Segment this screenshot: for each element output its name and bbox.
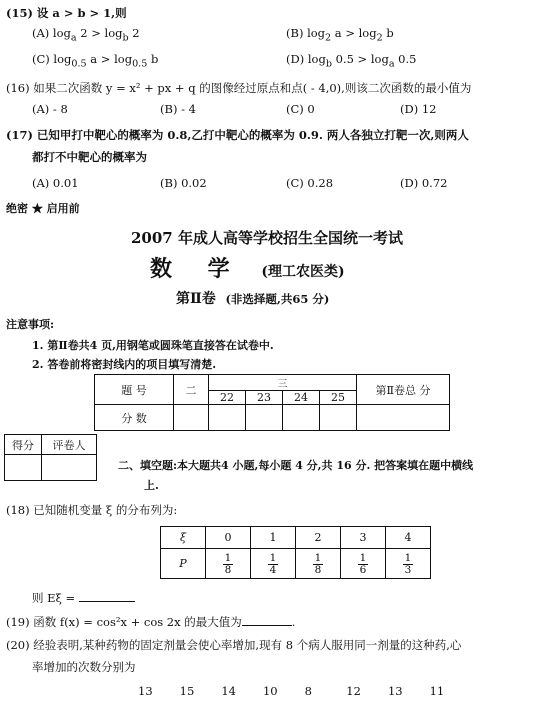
q15-option-b[interactable]: (B) $\log_2 a > \log_2 b$ bbox=[286, 26, 394, 44]
q15-option-c[interactable]: (C) $\log_{0.5} a > \log_{0.5} b$ bbox=[32, 52, 159, 70]
score-table-sub-22: 22 bbox=[209, 391, 246, 405]
score-cell-24[interactable] bbox=[283, 405, 320, 431]
q20-value: 8 bbox=[304, 684, 312, 698]
q20-value: 15 bbox=[179, 684, 195, 698]
score-cell-2[interactable] bbox=[174, 405, 209, 431]
q16-option-d[interactable]: (D) 12 bbox=[400, 102, 437, 116]
q18-answer-blank[interactable] bbox=[79, 590, 135, 602]
q20-value: 12 bbox=[346, 684, 361, 698]
section2-line2: 上. bbox=[144, 479, 159, 492]
q18-p-2: $\frac{1}{8}$ bbox=[296, 549, 341, 579]
q18-stem: (18) 已知随机变量 ξ 的分布列为: bbox=[6, 503, 178, 517]
grader-box-score-cell[interactable] bbox=[5, 455, 42, 481]
q17-stem-line2: 都打不中靶心的概率为 bbox=[32, 150, 147, 164]
score-cell-22[interactable] bbox=[209, 405, 246, 431]
q20-value: 13 bbox=[387, 684, 403, 698]
grader-box-grader-cell[interactable] bbox=[42, 455, 97, 481]
q18-xi-4: 4 bbox=[386, 527, 431, 549]
volume-title: 第Ⅱ卷 bbox=[176, 291, 216, 307]
score-table-sub-25: 25 bbox=[320, 391, 357, 405]
q20-values bbox=[138, 684, 460, 698]
score-cell-23[interactable] bbox=[246, 405, 283, 431]
q17-option-d[interactable]: (D) 0.72 bbox=[400, 176, 448, 190]
grader-box-score-label: 得分 bbox=[5, 435, 42, 455]
score-table-tihao: 题 号 bbox=[95, 375, 174, 405]
q18-answer-line bbox=[32, 590, 135, 606]
exam-title: 2007 年成人高等学校招生全国统一考试 bbox=[131, 229, 403, 247]
score-table-fenshu: 分 数 bbox=[95, 405, 174, 431]
q19-stem: (19) 函数 f(x) = cos²x + cos 2x 的最大值为 bbox=[6, 615, 242, 629]
q18-p-4: $\frac{1}{3}$ bbox=[386, 549, 431, 579]
q16-stem: (16) 如果二次函数 y = x² + px + q 的图像经过原点和点( - 4,0),则该二次函数的最小值为 bbox=[6, 81, 472, 95]
q18-p-1: $\frac{1}{4}$ bbox=[251, 549, 296, 579]
q18-xi-1: 1 bbox=[251, 527, 296, 549]
q19-answer-blank[interactable] bbox=[242, 614, 292, 626]
q18-p-3: $\frac{1}{6}$ bbox=[341, 549, 386, 579]
q20-value: 14 bbox=[221, 684, 236, 698]
q20-value: 13 bbox=[138, 684, 153, 698]
q16-option-c[interactable]: (C) 0 bbox=[286, 102, 315, 116]
score-table-sub-24: 24 bbox=[283, 391, 320, 405]
q20-stem-line1: (20) 经验表明,某种药物的固定剂量会使心率增加,现有 8 个病人服用同一剂量的这种药,心 bbox=[6, 638, 462, 652]
q20-value: 11 bbox=[429, 684, 445, 698]
subject-category: (理工农医类) bbox=[261, 264, 345, 280]
score-table-col-3: 三 bbox=[209, 375, 357, 391]
q17-option-c[interactable]: (C) 0.28 bbox=[286, 176, 334, 190]
q16-option-b[interactable]: (B) - 4 bbox=[160, 102, 196, 116]
q18-answer-prefix: 则 Eξ = bbox=[32, 591, 79, 605]
subject-heading bbox=[150, 252, 345, 283]
q20-value: 10 bbox=[262, 684, 278, 698]
volume-heading bbox=[176, 288, 329, 308]
score-table-sub-23: 23 bbox=[246, 391, 283, 405]
volume-note: (非选择题,共65 分) bbox=[225, 292, 330, 306]
score-cell-25[interactable] bbox=[320, 405, 357, 431]
q18-p-0: $\frac{1}{8}$ bbox=[206, 549, 251, 579]
q18-distribution-table bbox=[160, 526, 431, 579]
q18-row2-label: P bbox=[161, 549, 206, 579]
section2-line1: 二、填空题:本大题共4 小题,每小题 4 分,共 16 分. 把答案填在题中横线 bbox=[118, 459, 474, 472]
q17-stem-line1: (17) 已知甲打中靶心的概率为 0.8,乙打中靶心的概率为 0.9. 两人各独立打靶一次,则两人 bbox=[6, 128, 469, 142]
q18-xi-2: 2 bbox=[296, 527, 341, 549]
score-table bbox=[94, 374, 450, 431]
q20-stem-line2: 率增加的次数分别为 bbox=[32, 660, 136, 674]
q15-option-d[interactable]: (D) $\log_b 0.5 > \log_a 0.5$ bbox=[286, 52, 417, 70]
score-cell-total[interactable] bbox=[357, 405, 450, 431]
grader-box-grader-label: 评卷人 bbox=[42, 435, 97, 455]
q17-option-b[interactable]: (B) 0.02 bbox=[160, 176, 207, 190]
q18-xi-0: 0 bbox=[206, 527, 251, 549]
score-table-col-2: 二 bbox=[174, 375, 209, 405]
q15-stem: (15) 设 a > b > 1,则 bbox=[6, 6, 127, 20]
q16-option-a[interactable]: (A) - 8 bbox=[32, 102, 68, 116]
q19-line: (19) 函数 f(x) = cos²x + cos 2x 的最大值为 . bbox=[6, 615, 296, 629]
secret-label: 绝密 ★ 启用前 bbox=[6, 202, 80, 215]
q18-xi-3: 3 bbox=[341, 527, 386, 549]
q18-row1-label: ξ bbox=[161, 527, 206, 549]
grader-box bbox=[4, 434, 97, 481]
q15-option-a[interactable]: (A) $\log_a 2 > \log_b 2$ bbox=[32, 26, 140, 44]
q17-option-a[interactable]: (A) 0.01 bbox=[32, 176, 79, 190]
score-table-total: 第Ⅱ卷总 分 bbox=[357, 375, 450, 405]
notes-item-1: 1. 第Ⅱ卷共4 页,用钢笔或圆珠笔直接答在试卷中. bbox=[32, 339, 274, 352]
notes-item-2: 2. 答卷前将密封线内的项目填写清楚. bbox=[32, 358, 217, 371]
notes-heading: 注意事项: bbox=[6, 318, 55, 331]
subject-title: 数 学 bbox=[150, 256, 244, 282]
